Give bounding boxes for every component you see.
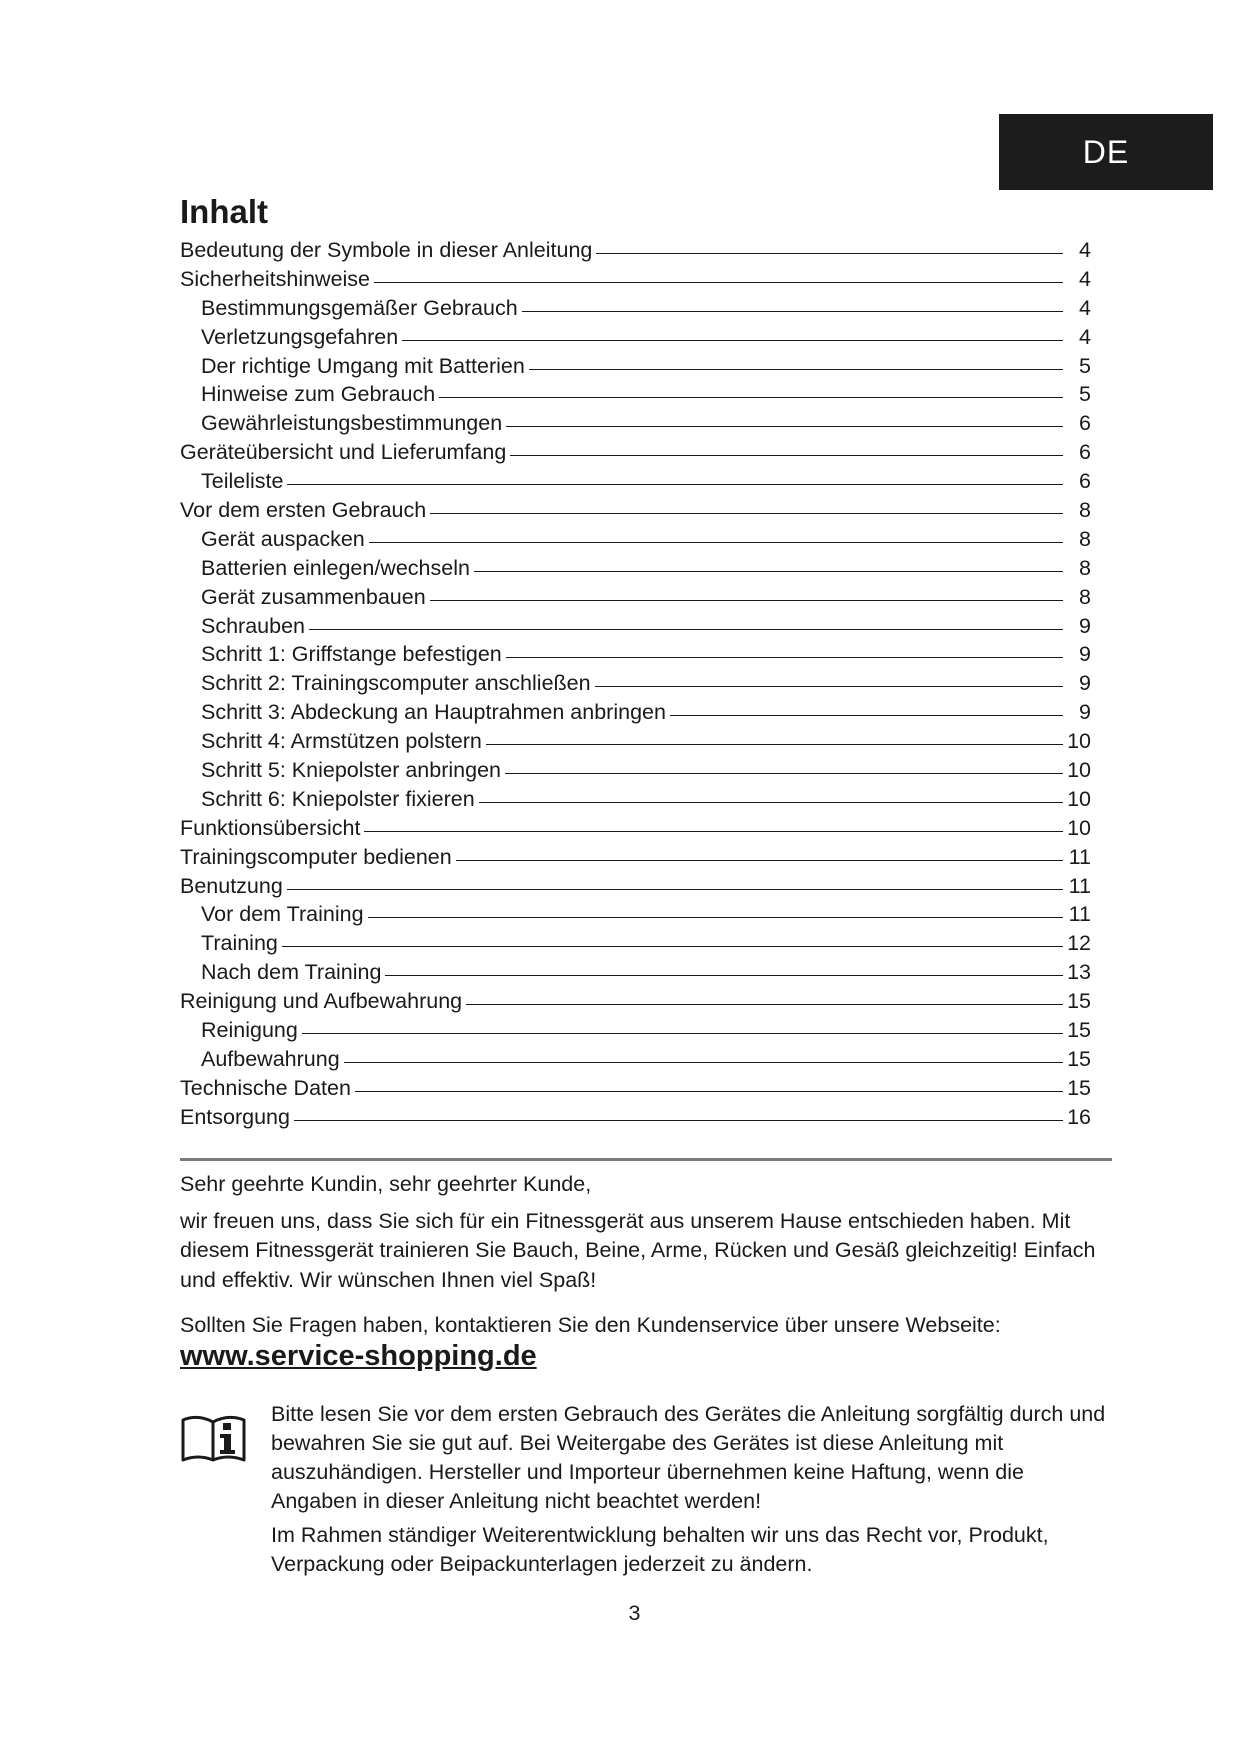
toc-entry[interactable]: [180, 1045, 1091, 1074]
toc-entry[interactable]: [180, 467, 1091, 496]
toc-entry-label: Verletzungsgefahren: [201, 324, 399, 349]
toc-entry-label: Batterien einlegen/wechseln: [201, 555, 470, 580]
toc-leader-line: [670, 715, 1063, 716]
contact-text: Sollten Sie Fragen haben, kontaktieren Sie den Kundenservice über unsere Webseite:: [180, 1313, 1001, 1337]
toc-entry-page: 6: [1079, 469, 1091, 494]
toc-leader-line: [506, 426, 1063, 427]
toc-entry-page: 6: [1079, 440, 1091, 465]
toc-entry-label: Geräteübersicht und Lieferumfang: [180, 440, 507, 465]
toc-entry[interactable]: [180, 583, 1091, 612]
language-tab: DE: [999, 114, 1213, 190]
toc-entry-label: Reinigung und Aufbewahrung: [180, 989, 463, 1014]
toc-entry[interactable]: [180, 929, 1091, 958]
intro-paragraph: wir freuen uns, dass Sie sich für ein Fitnessgerät aus unserem Hause entschieden haben. Mit diesem Fitnessgerät trainieren Sie Bauch, Beine, Arme, Rücken und Gesäß gleichzeitig! Einfach und effektiv. Wir wünschen Ihnen viel Spaß!: [180, 1208, 1096, 1292]
toc-entry-page: 8: [1079, 555, 1091, 580]
toc-entry-label: Schritt 2: Trainingscomputer anschließen: [201, 671, 591, 696]
toc-entry-label: Hinweise zum Gebrauch: [201, 382, 436, 407]
intro-section: [180, 1170, 1110, 1341]
toc-entry-page: 15: [1067, 1075, 1091, 1100]
table-of-contents: [180, 236, 1091, 1132]
toc-entry-page: 4: [1079, 266, 1091, 291]
toc-entry[interactable]: [180, 496, 1091, 525]
toc-leader-line: [369, 542, 1063, 543]
info-section: [271, 1400, 1113, 1584]
toc-leader-line: [430, 600, 1063, 601]
toc-entry-page: 11: [1068, 902, 1091, 927]
toc-entry-label: Gewährleistungsbestimmungen: [201, 411, 503, 436]
toc-entry-label: Bestimmungsgemäßer Gebrauch: [201, 295, 518, 320]
toc-entry[interactable]: [180, 236, 1091, 265]
page-number: 3: [628, 1601, 641, 1625]
toc-entry-label: Schritt 5: Kniepolster anbringen: [201, 758, 501, 783]
info-paragraph-1: Bitte lesen Sie vor dem ersten Gebrauch des Gerätes die Anleitung sorgfältig durch und bewahren Sie sie gut auf. Bei Weitergabe des Gerätes ist diese Anleitung mit auszuhändigen. Hersteller und Importeur übernehmen keine Haftung, wenn die Angaben in dieser Anleitung nicht beachtet werden!: [271, 1402, 1106, 1513]
toc-leader-line: [309, 629, 1063, 630]
toc-entry-label: Schritt 4: Armstützen polstern: [201, 729, 482, 754]
toc-entry[interactable]: [180, 698, 1091, 727]
toc-entry[interactable]: [180, 756, 1091, 785]
toc-entry-page: 4: [1079, 324, 1091, 349]
toc-leader-line: [364, 831, 1063, 832]
toc-entry-label: Sicherheitshinweise: [180, 266, 371, 291]
toc-entry-page: 11: [1068, 873, 1091, 898]
toc-entry[interactable]: [180, 525, 1091, 554]
toc-entry[interactable]: [180, 265, 1091, 294]
toc-entry-page: 6: [1079, 411, 1091, 436]
toc-entry-page: 4: [1079, 238, 1091, 262]
toc-entry[interactable]: [180, 987, 1091, 1016]
toc-entry-label: Nach dem Training: [201, 960, 382, 985]
toc-entry[interactable]: [180, 380, 1091, 409]
toc-leader-line: [479, 802, 1063, 803]
toc-entry-page: 5: [1079, 382, 1091, 407]
toc-entry-page: 12: [1067, 931, 1091, 956]
toc-leader-line: [505, 773, 1063, 774]
manual-info-icon: [180, 1412, 248, 1464]
toc-entry-page: 8: [1079, 584, 1091, 609]
toc-entry-label: Schritt 3: Abdeckung an Hauptrahmen anbringen: [201, 700, 666, 725]
toc-entry-label: Vor dem ersten Gebrauch: [180, 498, 427, 523]
toc-entry-page: 8: [1079, 498, 1091, 523]
toc-entry-page: 15: [1067, 1018, 1091, 1043]
toc-entry-label: Reinigung: [201, 1018, 298, 1043]
toc-leader-line: [510, 455, 1063, 456]
toc-leader-line: [596, 253, 1063, 254]
toc-entry[interactable]: [180, 323, 1091, 352]
toc-entry-label: Funktionsübersicht: [180, 815, 361, 840]
toc-entry[interactable]: [180, 438, 1091, 467]
toc-entry[interactable]: [180, 612, 1091, 641]
toc-entry[interactable]: [180, 1074, 1091, 1103]
toc-leader-line: [486, 744, 1063, 745]
toc-leader-line: [529, 369, 1063, 370]
toc-entry[interactable]: [180, 1103, 1091, 1132]
toc-leader-line: [282, 946, 1063, 947]
toc-entry-page: 13: [1067, 960, 1091, 985]
toc-entry-label: Technische Daten: [180, 1075, 351, 1100]
toc-entry-label: Der richtige Umgang mit Batterien: [201, 353, 525, 378]
toc-entry-page: 10: [1067, 815, 1091, 840]
toc-entry-label: Vor dem Training: [201, 902, 364, 927]
toc-leader-line: [439, 397, 1063, 398]
toc-entry-page: 4: [1079, 295, 1091, 320]
toc-entry[interactable]: [180, 843, 1091, 872]
toc-leader-line: [456, 860, 1063, 861]
toc-entry[interactable]: [180, 958, 1091, 987]
toc-entry[interactable]: [180, 814, 1091, 843]
greeting: Sehr geehrte Kundin, sehr geehrter Kunde,: [180, 1172, 592, 1196]
toc-leader-line: [466, 1004, 1063, 1005]
toc-entry-page: 15: [1067, 1046, 1091, 1071]
toc-entry[interactable]: [180, 352, 1091, 381]
toc-entry-page: 9: [1079, 613, 1091, 638]
toc-entry-label: Gerät zusammenbauen: [201, 584, 426, 609]
section-divider: [180, 1158, 1112, 1161]
toc-entry[interactable]: [180, 900, 1091, 929]
toc-entry-page: 16: [1067, 1104, 1091, 1129]
toc-entry[interactable]: [180, 640, 1091, 669]
toc-entry-label: Benutzung: [180, 873, 283, 898]
toc-entry-page: 10: [1067, 758, 1091, 783]
toc-entry-label: Trainingscomputer bedienen: [180, 844, 452, 869]
toc-entry-page: 9: [1079, 700, 1091, 725]
toc-entry[interactable]: [180, 727, 1091, 756]
toc-leader-line: [287, 889, 1063, 890]
toc-entry-page: 15: [1067, 989, 1091, 1014]
toc-entry-page: 10: [1067, 729, 1091, 754]
toc-leader-line: [294, 1120, 1063, 1121]
toc-entry-label: Schritt 1: Griffstange befestigen: [201, 642, 502, 667]
toc-leader-line: [355, 1091, 1063, 1092]
toc-entry-label: Gerät auspacken: [201, 526, 365, 551]
toc-entry[interactable]: [180, 785, 1091, 814]
toc-entry-label: Teileliste: [201, 469, 284, 494]
toc-entry[interactable]: [180, 872, 1091, 901]
toc-entry-label: Entsorgung: [180, 1104, 290, 1129]
toc-entry-page: 9: [1079, 671, 1091, 696]
toc-entry-page: 5: [1079, 353, 1091, 378]
toc-leader-line: [595, 686, 1063, 687]
toc-leader-line: [430, 513, 1063, 514]
toc-entry-label: Bedeutung der Symbole in dieser Anleitung: [180, 238, 593, 262]
website-link[interactable]: www.service-shopping.de: [180, 1340, 537, 1372]
toc-entry[interactable]: [180, 409, 1091, 438]
toc-entry-label: Training: [201, 931, 278, 956]
toc-leader-line: [368, 917, 1063, 918]
toc-leader-line: [506, 657, 1063, 658]
toc-entry-page: 11: [1068, 844, 1091, 869]
toc-leader-line: [522, 311, 1063, 312]
toc-leader-line: [302, 1033, 1063, 1034]
toc-entry[interactable]: [180, 1016, 1091, 1045]
toc-entry-label: Aufbewahrung: [201, 1046, 340, 1071]
info-paragraph-2: Im Rahmen ständiger Weiterentwicklung behalten wir uns das Recht vor, Produkt, Verpackung oder Beipackunterlagen jederzeit zu ändern.: [271, 1523, 1049, 1576]
toc-entry-page: 9: [1079, 642, 1091, 667]
toc-leader-line: [287, 484, 1063, 485]
toc-entry-label: Schrauben: [201, 613, 305, 638]
toc-entry-label: Schritt 6: Kniepolster fixieren: [201, 786, 475, 811]
toc-entry[interactable]: [180, 554, 1091, 583]
toc-entry[interactable]: [180, 294, 1091, 323]
toc-leader-line: [474, 571, 1063, 572]
toc-entry-page: 10: [1067, 786, 1091, 811]
toc-leader-line: [402, 340, 1063, 341]
toc-entry[interactable]: [180, 669, 1091, 698]
toc-leader-line: [344, 1062, 1063, 1063]
toc-leader-line: [385, 975, 1063, 976]
toc-title: Inhalt: [180, 193, 268, 230]
toc-leader-line: [374, 282, 1063, 283]
toc-entry-page: 8: [1079, 526, 1091, 551]
